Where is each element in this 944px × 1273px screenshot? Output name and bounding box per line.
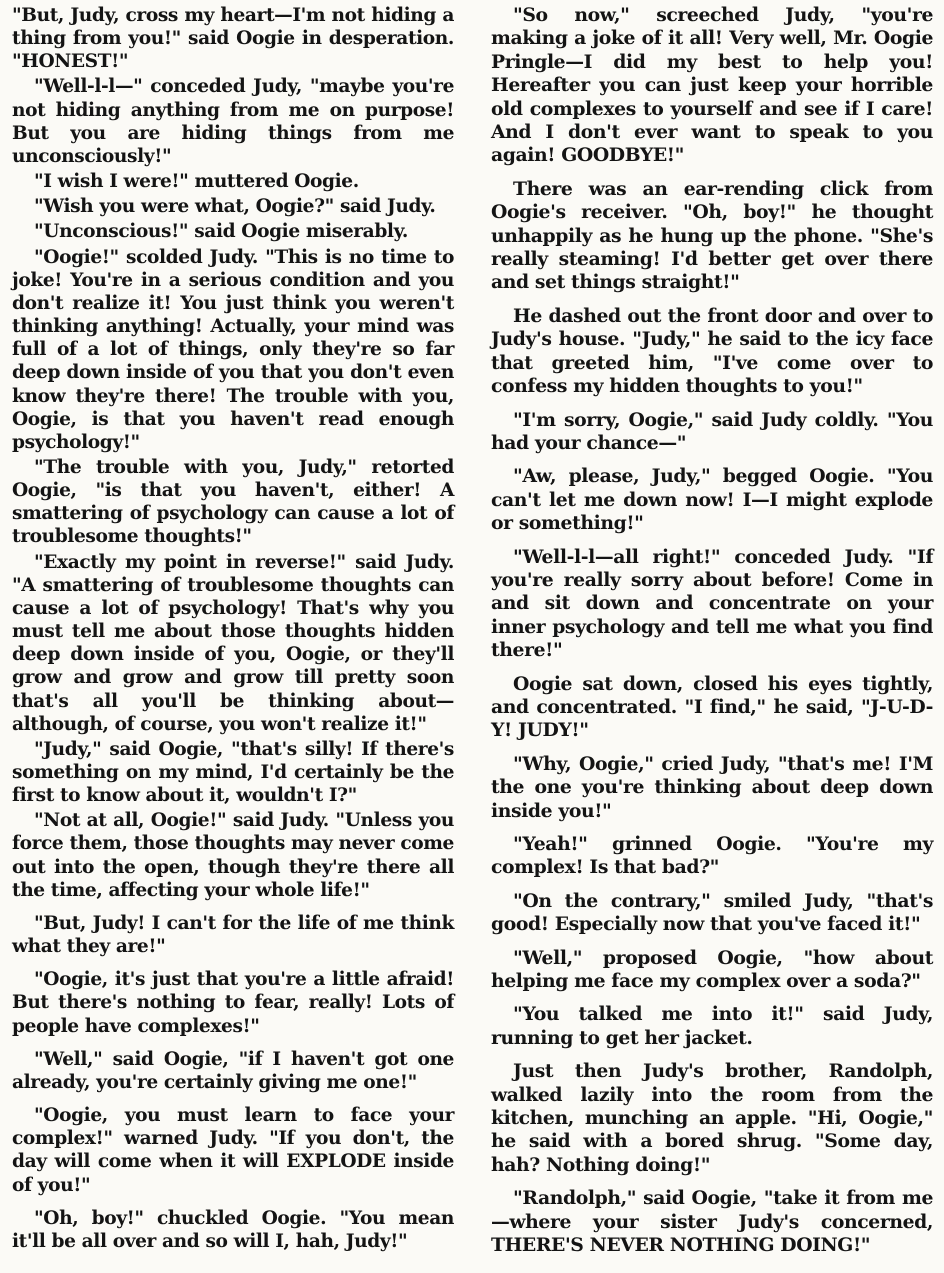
- left-column: [12, 4, 454, 1267]
- paragraph: "Oh, boy!" chuckled Oogie. "You mean it'll be all over and so will I, hah, Judy!": [12, 1207, 454, 1252]
- paragraph: Oogie sat down, closed his eyes tightly, and concentrated. "I find," he said, "J-U-D-Y! JUDY!": [491, 672, 933, 742]
- paragraph: "You talked me into it!" said Judy, running to get her jacket.: [491, 1003, 933, 1049]
- paragraph: "Oogie, it's just that you're a little afraid! But there's nothing to fear, really! Lots of people have complexes!": [12, 969, 454, 1037]
- paragraph: "I'm sorry, Oogie," said Judy coldly. "You had your chance—": [491, 408, 933, 454]
- paragraph: "Well-l-l—all right!" conceded Judy. "If you're really sorry about before! Come in and sit down and concentrate on your inner psychology and tell me what you find there!": [491, 545, 933, 662]
- right-column: [491, 4, 933, 1267]
- paragraph: "Exactly my point in reverse!" said Judy. "A smattering of troublesome thoughts can cause a lot of psychology! That's why you must tell me about those thoughts hidden deep down inside of you, Oogie, or they'll grow and grow and grow till pretty soon that's all you'll be thinking about—although, of course, you won't realize it!": [12, 551, 454, 735]
- paragraph: "But, Judy! I can't for the life of me think what they are!": [12, 912, 454, 958]
- paragraph: "Not at all, Oogie!" said Judy. "Unless you force them, those thoughts may never come out into the open, though they're there all the time, affecting your whole life!": [12, 810, 454, 901]
- paragraph: "The trouble with you, Judy," retorted Oogie, "is that you haven't, either! A smattering of psychology can cause a lot of troublesome thoughts!": [12, 456, 454, 548]
- paragraph: "Yeah!" grinned Oogie. "You're my complex! Is that bad?": [491, 833, 933, 879]
- paragraph: "Aw, please, Judy," begged Oogie. "You can't let me down now! I—I might explode or something!": [491, 465, 933, 535]
- paragraph: Just then Judy's brother, Randolph, walked lazily into the room from the kitchen, munching an apple. "Hi, Oogie," he said with a bored shrug. "Some day, hah? Nothing doing!": [491, 1060, 933, 1176]
- paragraph: "I wish I were!" muttered Oogie.: [34, 171, 359, 193]
- paragraph: "So now," screeched Judy, "you're making a joke of it all! Very well, Mr. Oogie Pringle—I did my best to help you! Hereafter you can just keep your horrible old complexes to yourself and see if I care! And I don't ever want to speak to you again! GOODBYE!": [491, 4, 933, 167]
- paragraph: "Oogie!" scolded Judy. "This is no time to joke! You're in a serious condition and you don't realize it! You just think you weren't thinking anything! Actually, your mind was full of a lot of things, only they're so far deep down inside of you that you don't even know they're there! The trouble with you, Oogie, is that you haven't read enough psychology!": [12, 246, 454, 453]
- paragraph: "Well," said Oogie, "if I haven't got one already, you're certainly giving me one!": [12, 1048, 454, 1093]
- paragraph: "Oogie, you must learn to face your complex!" warned Judy. "If you don't, the day will come when it will EXPLODE inside of you!": [12, 1105, 454, 1196]
- paragraph: "Randolph," said Oogie, "take it from me —where your sister Judy's concerned, THERE'S NEVER NOTHING DOING!": [491, 1187, 933, 1257]
- paragraph: "But, Judy, cross my heart—I'm not hiding a thing from you!" said Oogie in desperation. "HONEST!": [12, 5, 454, 73]
- paragraph: "Well," proposed Oogie, "how about helping me face my complex over a soda?": [491, 946, 933, 993]
- paragraph: "Judy," said Oogie, "that's silly! If there's something on my mind, I'd certainly be the first to know about it, wouldn't I?": [12, 738, 454, 807]
- paragraph: "Wish you were what, Oogie?" said Judy.: [34, 196, 436, 218]
- paragraph: "Well-l-l—" conceded Judy, "maybe you're not hiding anything from me on purpose! But you are hiding things from me unconsciously!": [12, 76, 454, 167]
- paragraph: He dashed out the front door and over to Judy's house. "Judy," he said to the icy face that greeted him, "I've come over to confess my hidden thoughts to you!": [491, 304, 933, 398]
- paragraph: "Why, Oogie," cried Judy, "that's me! I'M the one you're thinking about deep down inside you!": [491, 752, 933, 822]
- paragraph: "On the contrary," smiled Judy, "that's good! Especially now that you've faced it!": [491, 889, 933, 936]
- paragraph: There was an ear-rending click from Oogie's receiver. "Oh, boy!" he thought unhappily as he hung up the phone. "She's really steaming! I'd better get over there and set things straight!": [491, 177, 933, 294]
- paragraph: "Unconscious!" said Oogie miserably.: [34, 221, 408, 243]
